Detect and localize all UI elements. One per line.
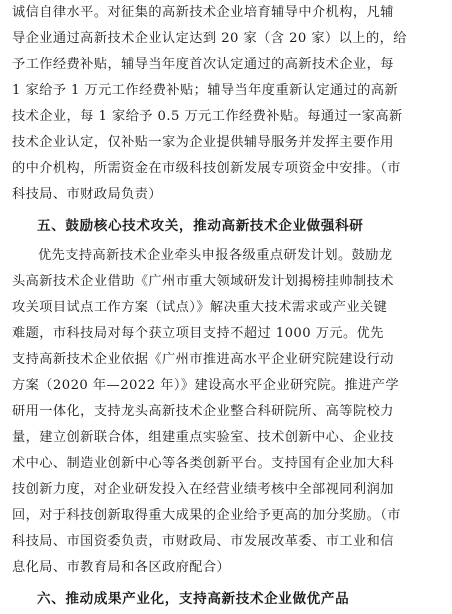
paragraph-1-line-1: 诚信自律水平。对征集的高新技术企业培育辅导中介机构，凡辅 — [12, 5, 394, 20]
paragraph-2-line-11: 回，对于科技创新取得重大成果的企业给予更高的加分奖励。（市 — [12, 508, 401, 523]
paragraph-2-line-4: 难题，市科技局对每个获立项目支持不超过 1000 万元。优先 — [12, 326, 384, 341]
paragraph-2-line-2: 头高新技术企业借助《广州市重大领域研发计划揭榜挂帅制技术 — [12, 274, 394, 289]
section-heading-5: 五、鼓励核心技术攻关，推动高新技术企业做强科研 — [37, 218, 364, 234]
paragraph-2-line-6: 方案（2020 年—2022 年）》建设高水平企业研究院。推进产学 — [12, 378, 400, 393]
section-heading-6: 六、推动成果产业化，支持高新技术企业做优产品 — [37, 591, 350, 607]
paragraph-2-line-1: 优先支持高新技术企业牵头申报各级重点研发计划。鼓励龙 — [38, 248, 393, 263]
paragraph-1-line-5: 技术企业，每 1 家给予 0.5 万元工作经费补贴。每通过一家高新 — [12, 109, 403, 124]
paragraph-1-line-6: 技术企业认定，仅补贴一家为企业提供辅导服务并发挥主要作用 — [12, 135, 394, 150]
paragraph-2-line-5: 支持高新技术企业依据《广州市推进高水平企业研究院建设行动 — [12, 352, 394, 367]
paragraph-1-line-2: 导企业通过高新技术企业认定达到 20 家（含 20 家）以上的，给 — [12, 31, 407, 46]
paragraph-2-line-10: 技创新力度，对企业研发投入在经营业绩考核中全部视同利润加 — [12, 482, 394, 497]
paragraph-1-line-7: 的中介机构，所需资金在市级科技创新发展专项资金中安排。（市 — [12, 161, 401, 176]
paragraph-2-line-7: 研用一体化，支持龙头高新技术企业整合科研院所、高等院校力 — [12, 404, 394, 419]
paragraph-2-line-3: 攻关项目试点工作方案（试点）》解决重大技术需求或产业关键 — [12, 300, 388, 315]
paragraph-1-line-3: 予工作经费补贴，辅导当年度首次认定通过的高新技术企业，每 — [12, 57, 394, 72]
paragraph-2-line-13: 息化局、市教育局和各区政府配合） — [12, 560, 231, 575]
paragraph-2-line-8: 量，建立创新联合体，组建重点实验室、技术创新中心、企业技 — [12, 430, 394, 445]
paragraph-1-line-4: 1 家给予 1 万元工作经费补贴；辅导当年度重新认定通过的高新 — [12, 83, 399, 98]
paragraph-2-line-9: 术中心、制造业创新中心等各类创新平台。支持国有企业加大科 — [12, 456, 394, 471]
paragraph-2-line-12: 科技局、市国资委负责，市财政局、市发展改革委、市工业和信 — [12, 534, 394, 549]
paragraph-1-line-8: 科技局、市财政局负责） — [12, 187, 163, 202]
